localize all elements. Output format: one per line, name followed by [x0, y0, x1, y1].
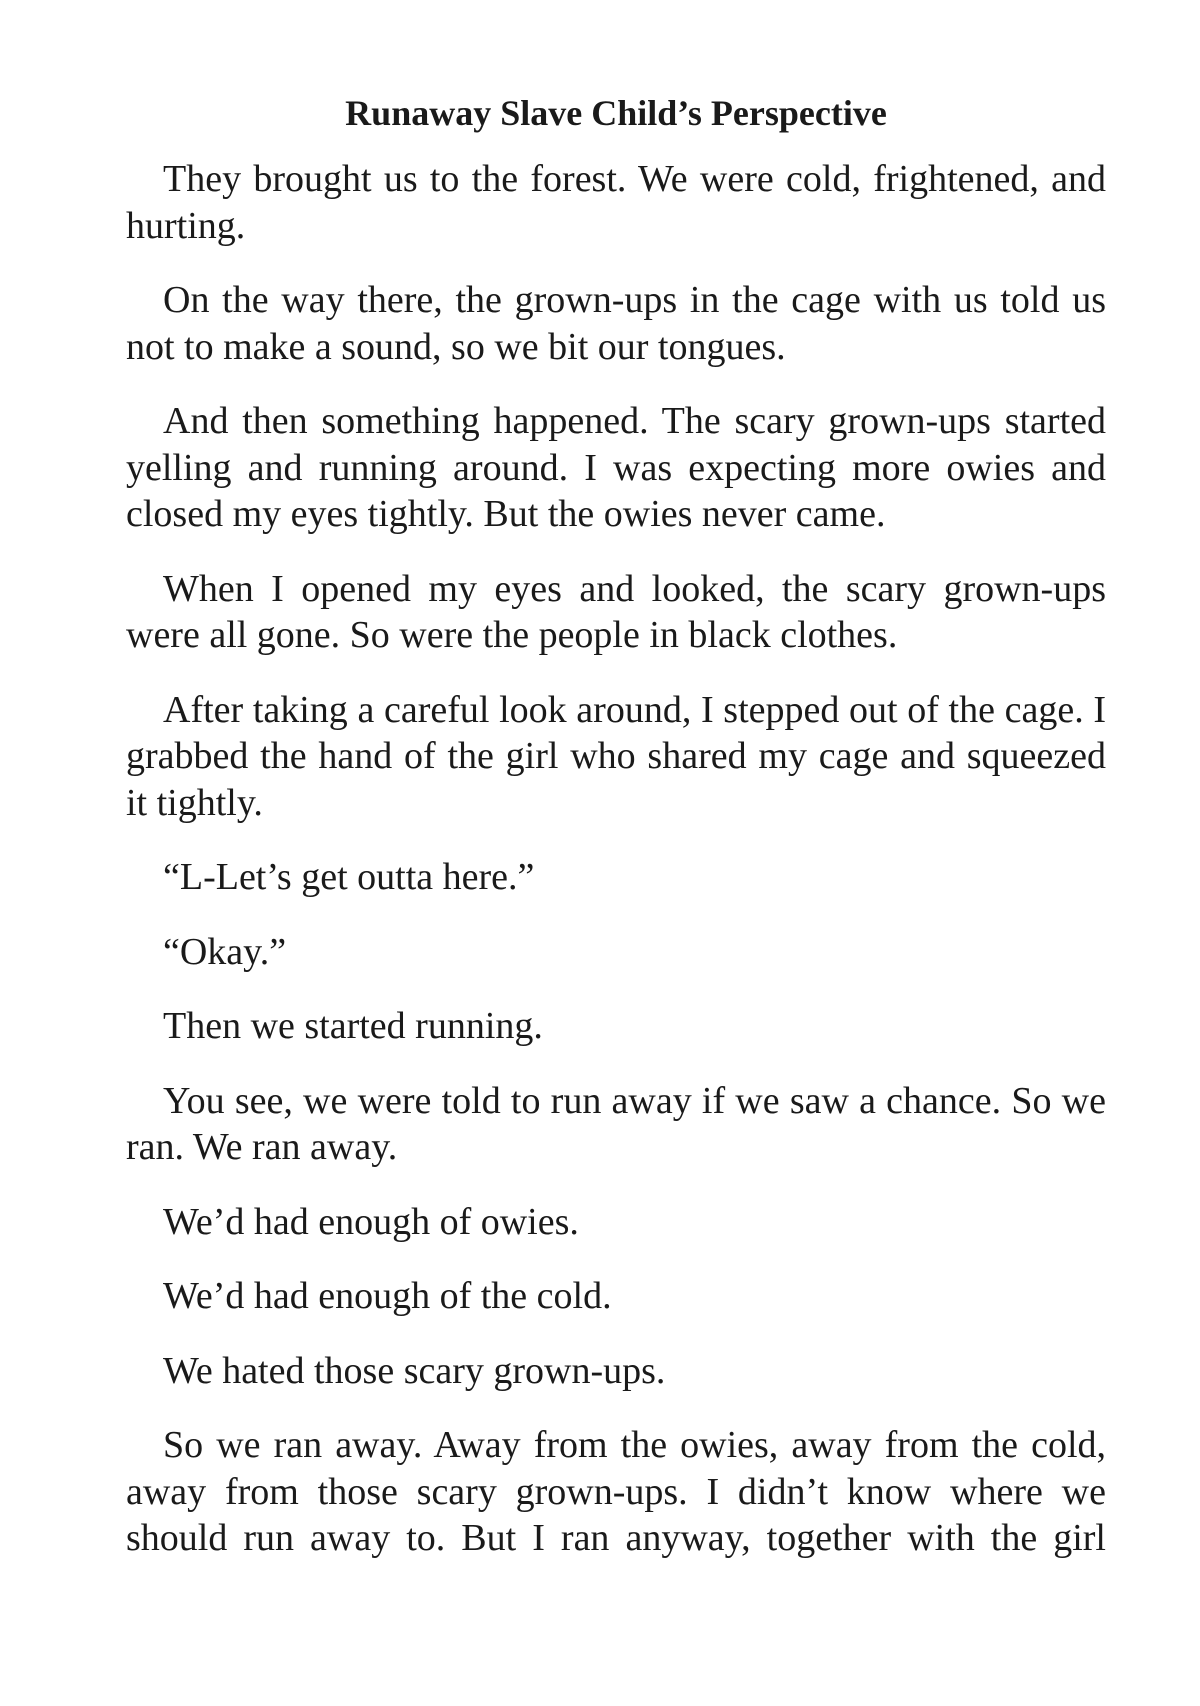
paragraph: When I opened my eyes and looked, the scary grown-ups were all gone. So were the people in black clothes.	[126, 567, 1106, 656]
paragraph: You see, we were told to run away if we saw a chance. So we ran. We ran away.	[126, 1079, 1106, 1168]
paragraph: They brought us to the forest. We were cold, frightened, and hurting.	[126, 158, 1106, 247]
paragraph: After taking a careful look around, I stepped out of the cage. I grabbed the hand of the girl who shared my cage and squeezed it tightly.	[126, 688, 1106, 824]
paragraph: We’d had enough of owies.	[163, 1200, 579, 1243]
chapter-title: Runaway Slave Child’s Perspective	[345, 93, 887, 133]
dialogue-line: “Okay.”	[163, 930, 287, 973]
paragraph: We hated those scary grown-ups.	[163, 1349, 666, 1392]
paragraph: We’d had enough of the cold.	[163, 1275, 612, 1317]
paragraph: So we ran away. Away from the owies, away from the cold, away from those scary grown-ups. I didn’t know where we should run away to. But I ran anyway, together with the girl	[126, 1424, 1106, 1559]
page-body	[126, 90, 1106, 1562]
paragraph: On the way there, the grown-ups in the cage with us told us not to make a sound, so we bit our tongues.	[126, 279, 1106, 368]
paragraph: Then we started running.	[163, 1005, 543, 1047]
paragraph: And then something happened. The scary grown-ups started yelling and running around. I was expecting more owies and closed my eyes tightly. But the owies never came.	[126, 400, 1106, 535]
dialogue-line: “L-Let’s get outta here.”	[163, 856, 535, 898]
